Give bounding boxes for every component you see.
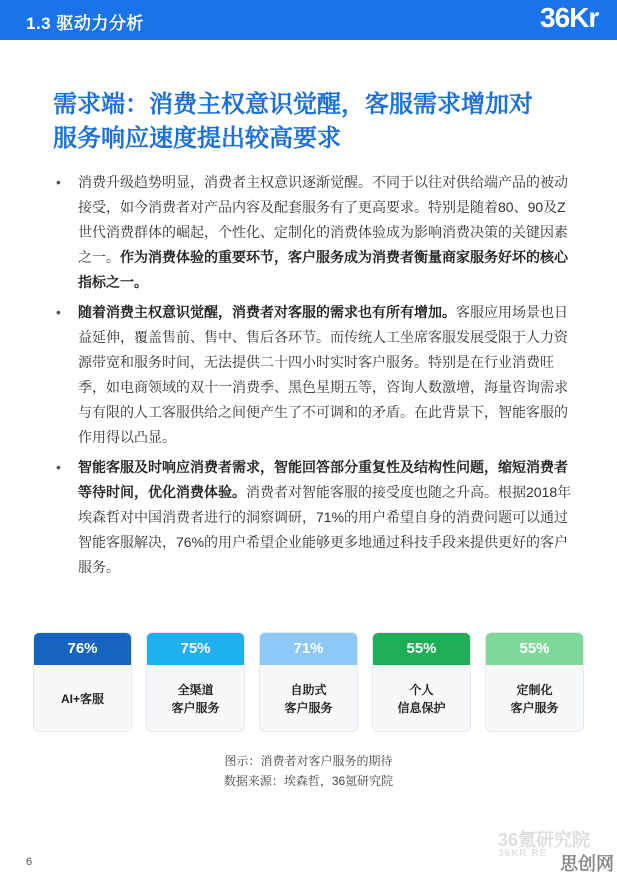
card-percent: 76% [34,633,131,665]
36kr-logo: 36Kr [540,2,599,33]
bullet-bold-lead: 随着消费主权意识觉醒，消费者对客服的需求也有所有增加。 [78,304,456,320]
card-label-line-2: 客户服务 [510,701,559,715]
bullet-bold-tail: 作为消费体验的重要环节，客户服务成为消费者衡量商家服务好坏的核心指标之一。 [78,249,568,290]
watermark-site: 思创网 [560,854,614,874]
expectation-cards [33,632,585,732]
card-privacy [372,632,471,732]
data-source: 数据来源：埃森哲，36氪研究院 [223,774,394,788]
card-label-line-1: 定制化 [516,683,553,697]
bullet-bold-lead: 智能客服及时响应消费者需求，智能回答部分重复性及结构性问题，缩短消费者等待时间，优化消费体验。 [78,459,568,500]
card-label [147,665,244,732]
card-label-line-2: 客户服务 [284,701,333,715]
header-bar [0,0,617,40]
card-label-line-2: 客户服务 [171,701,220,715]
bullet-item-1 [56,170,576,295]
bullet-dot-icon: • [56,459,61,475]
card-omnichannel [146,632,245,732]
card-percent: 75% [147,633,244,665]
card-label-line-2: 信息保护 [397,701,446,715]
section-title: 1.3 驱动力分析 [26,14,144,33]
watermark-36kr-research: 36氪研究院 [498,830,591,850]
bullet-dot-icon: • [56,174,61,190]
card-label-line-1: 自助式 [290,683,327,697]
page-number: 6 [26,856,33,868]
card-customized [485,632,584,732]
card-percent: 55% [373,633,470,665]
card-label [486,665,583,732]
bullet-text: 消费者对智能客服的接受度也随之升高。根据2018年埃森哲对中国消费者进行的洞察调研，71%的用户希望自身的消费问题可以通过智能客服解决，76%的用户希望企业能够更多地通过科技手段来提供更好的客户服务。 [78,484,572,575]
card-ai-service [33,632,132,732]
card-label [34,665,131,732]
watermark-36kr-re: 36KR RE [498,848,548,859]
bullet-dot-icon: • [56,304,61,320]
card-percent: 71% [260,633,357,665]
figure-caption: 图示：消费者对客户服务的期待 [224,754,393,768]
bullet-list [56,170,576,585]
card-label-line-1: 全渠道 [177,683,214,697]
main-heading-line-1: 需求端：消费主权意识觉醒，客服需求增加对 [53,91,533,118]
card-label-line-1: AI+客服 [60,692,104,706]
bullet-text: 消费升级趋势明显，消费者主权意识逐渐觉醒。不同于以往对供给端产品的被动接受，如今消费者对产品内容及配套服务有了更高要求。特别是随着80、90及Z世代消费群体的崛起，个性化、定制化的消费体验成为影响消费决策的关键因素之一。 [78,174,568,265]
bullet-item-2 [56,300,576,450]
main-heading [53,88,573,156]
card-percent: 55% [486,633,583,665]
card-label [373,665,470,732]
bullet-item-3 [56,455,576,580]
card-label [260,665,357,732]
card-self-service [259,632,358,732]
bullet-text: 客服应用场景也日益延伸，覆盖售前、售中、售后各环节。而传统人工坐席客服发展受限于人力资源带宽和服务时间，无法提供二十四小时实时客户服务。特别是在行业消费旺季，如电商领域的双十一消费季、黑色星期五等，咨询人数激增，海量咨询需求与有限的人工客服供给之间便产生了不可调和的矛盾。在此背景下，智能客服的作用得以凸显。 [78,304,568,445]
card-label-line-1: 个人 [409,683,434,697]
main-heading-line-2: 服务响应速度提出较高要求 [53,125,341,152]
